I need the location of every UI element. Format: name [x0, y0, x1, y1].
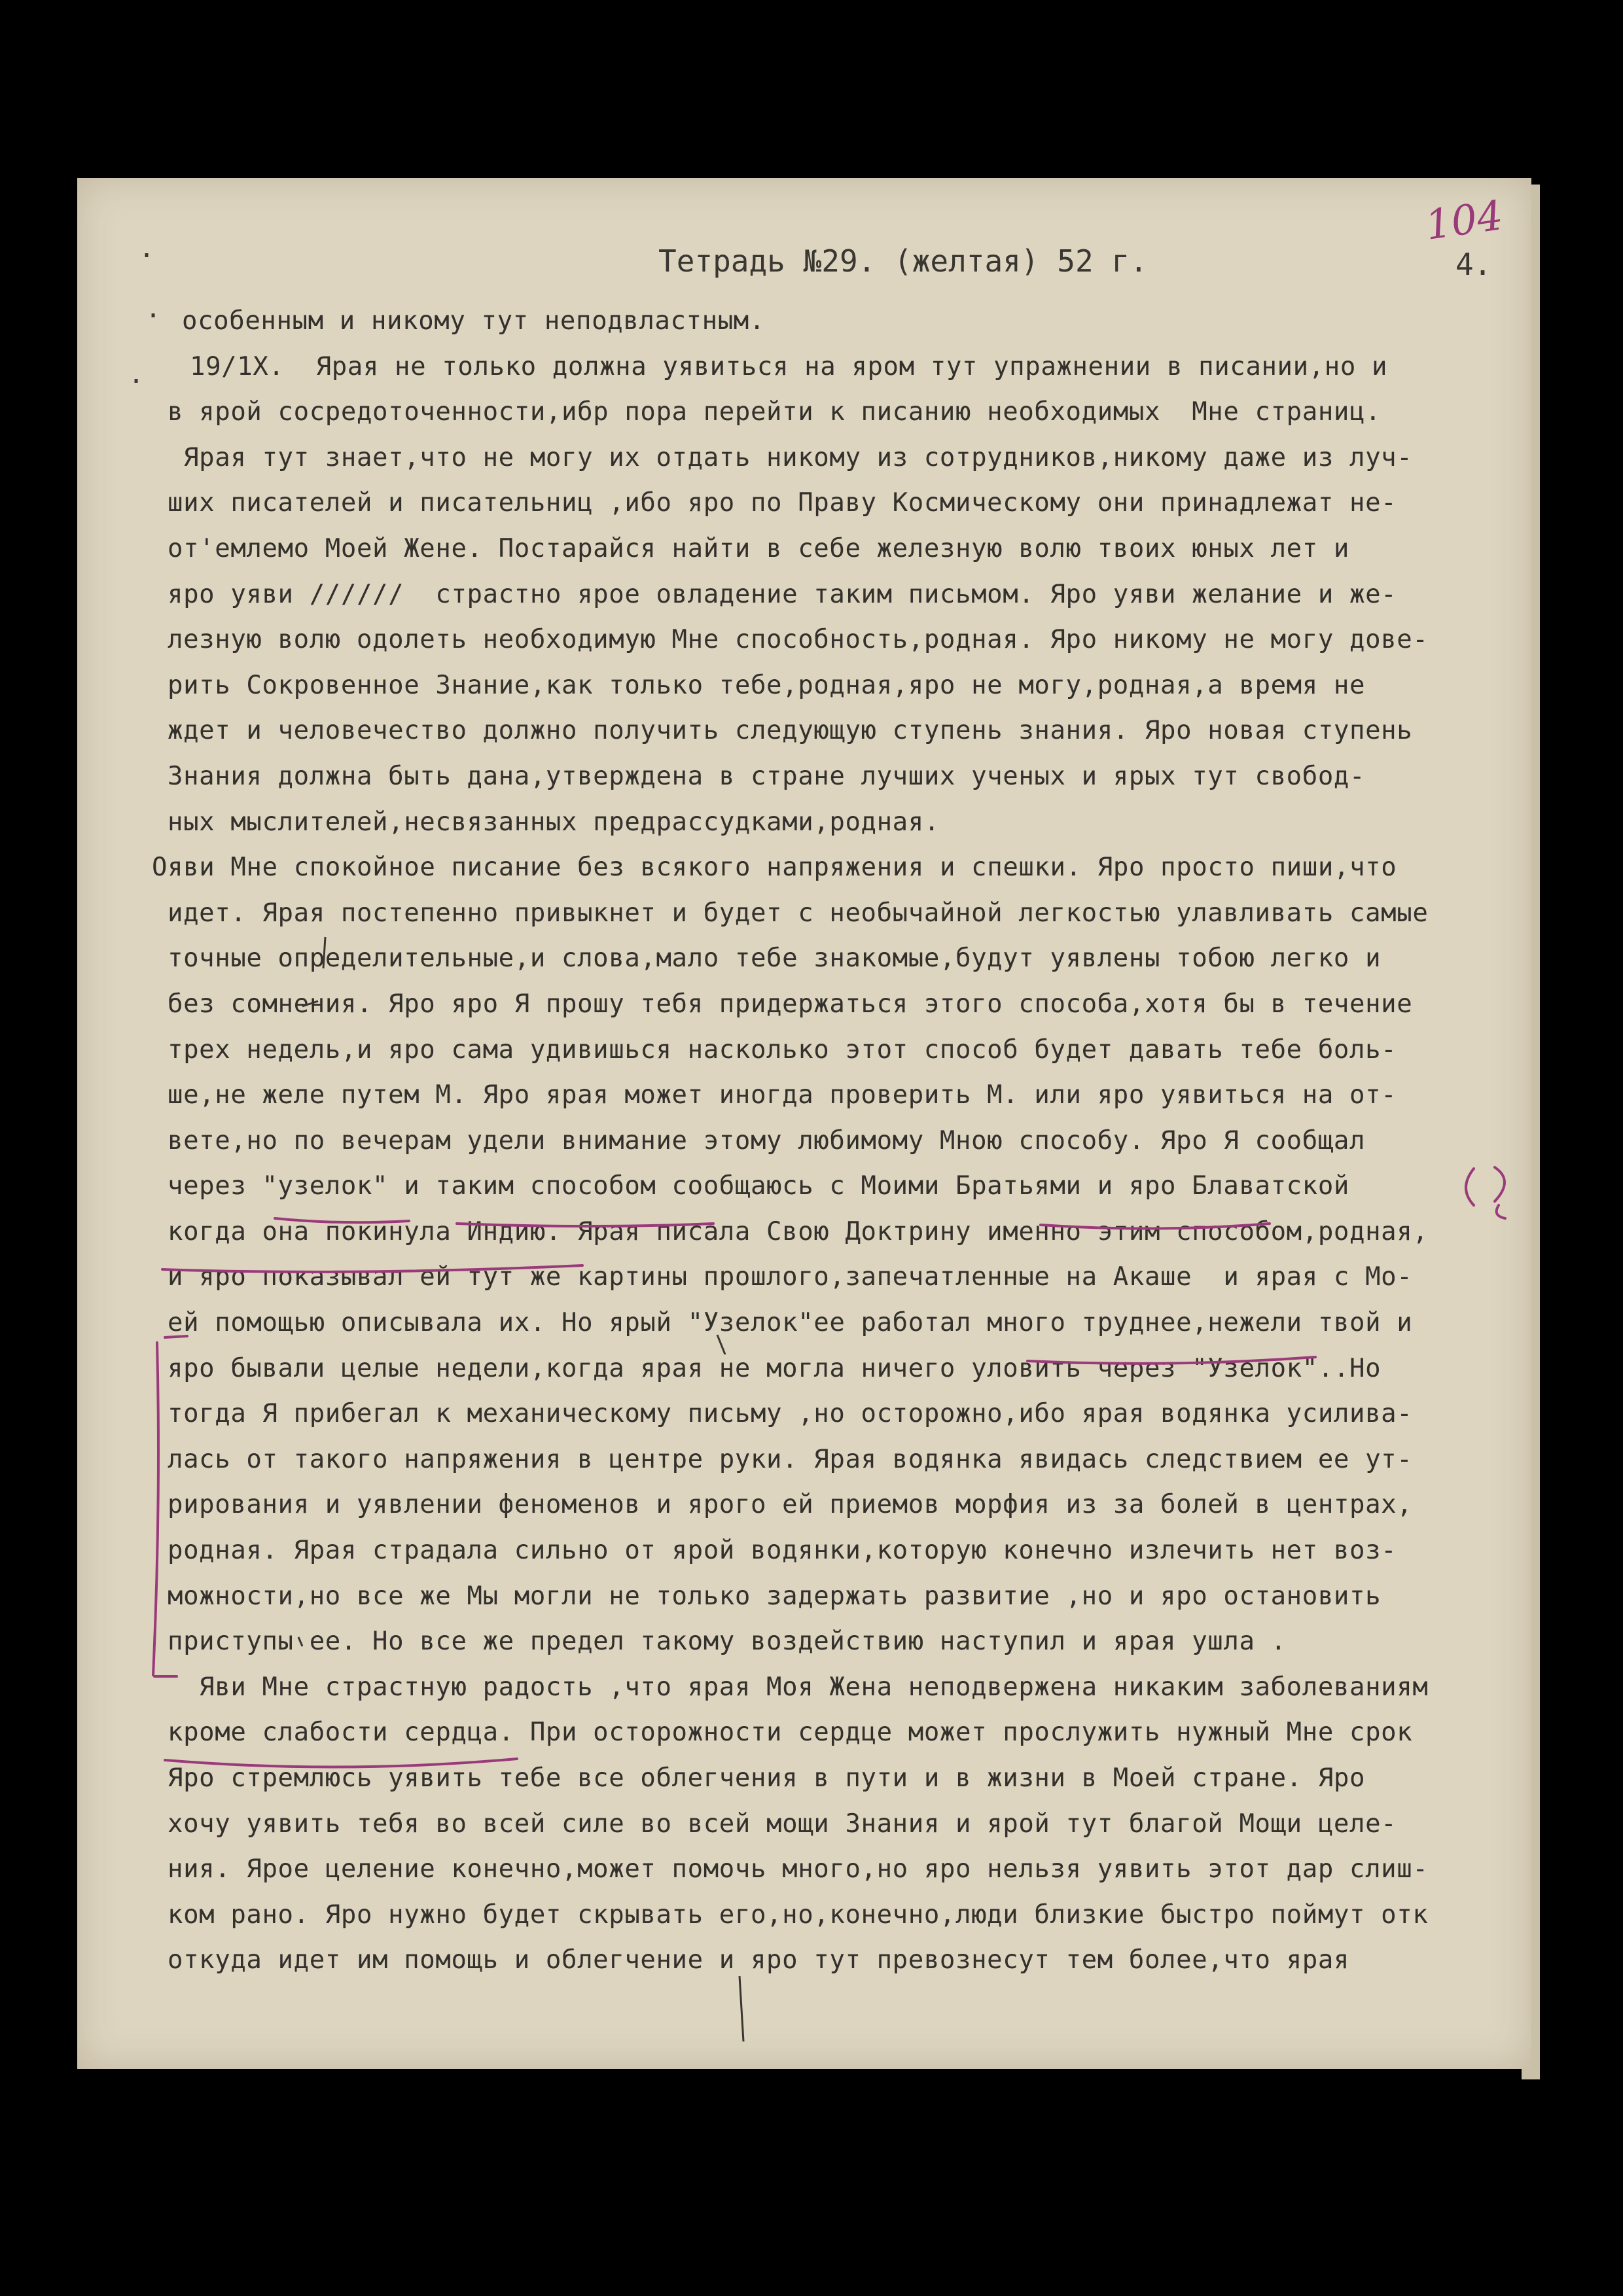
text-line: ше,не желе путем М. Яро ярая может иногда проверить М. или яро уявиться на от-	[168, 1080, 1397, 1110]
margin-mark: ·	[145, 301, 162, 331]
text-line: родная. Ярая страдала сильно от ярой водянки,которую конечно излечить нет воз-	[168, 1536, 1397, 1566]
text-line: приступы ее. Но все же предел такому воздействию наступил и ярая ушла .	[168, 1627, 1287, 1657]
text-line: и яро показывал ей тут же картины прошлого,запечатленные на Акаше и ярая с Мо-	[168, 1262, 1413, 1292]
text-line: лась от такого напряжения в центре руки. Ярая водянка явидась следствием ее ут-	[168, 1444, 1413, 1474]
text-line: Яро стремлюсь уявить тебе все облегчения в пути и в жизни в Моей стране. Яро	[168, 1763, 1366, 1793]
text-line: рирования и уявлении феноменов и ярого ей приемов морфия из за болей в центрах,	[168, 1490, 1413, 1520]
text-line: 19/1Х. Ярая не только должна уявиться на яром тут упражнении в писании,но и	[190, 351, 1388, 381]
handwritten-folio-number: 104	[1422, 191, 1506, 249]
text-line: через "узелок" и таким способом сообщаюсь с Моими Братьями и яро Блаватской	[168, 1171, 1349, 1201]
text-line: Ояви Мне спокойное писание без всякого напряжения и спешки. Яро просто пиши,что	[152, 853, 1397, 883]
margin-mark: ·	[139, 241, 155, 271]
text-line: Ярая тут знает,что не могу их отдать никому из сотрудников,никому даже из луч-	[168, 442, 1413, 472]
text-line: ных мыслителей,несвязанных предрассудками,родная.	[168, 807, 940, 837]
margin-mark: ·	[128, 366, 145, 397]
text-line: от'емлемо Моей Жене. Постарайся найти в себе железную волю твоих юных лет и	[168, 533, 1349, 563]
text-line: тогда Я прибегал к механическому письму ,но осторожно,ибо ярая водянка усилива-	[168, 1399, 1413, 1429]
notebook-title: Тетрадь №29. (желтая) 52 г.	[658, 243, 1148, 279]
text-line: ждет и человечество должно получить следующую ступень знания. Яро новая ступень	[168, 716, 1413, 746]
text-line: Яви Мне страстную радость ,что ярая Моя Жена неподвержена никаким заболеваниям	[168, 1672, 1429, 1702]
text-line: ших писателей и писательниц ,ибо яро по Праву Космическому они принадлежат не-	[168, 488, 1397, 518]
text-line: особенным и никому тут неподвластным.	[182, 306, 765, 336]
text-line: лезную волю одолеть необходимую Мне способность,родная. Яро никому не могу дове-	[168, 625, 1429, 655]
text-line: яро уяви ////// страстно ярое овладение таким письмом. Яро уяви желание и же-	[168, 579, 1397, 609]
text-line: хочу уявить тебя во всей силе во всей мощи Знания и ярой тут благой Мощи целе-	[168, 1809, 1397, 1839]
text-line: когда она покинула Индию. Ярая писала Свою Доктрину именно этим способом,родная,	[168, 1216, 1429, 1246]
text-line: кроме слабости сердца. При осторожности сердце может прослужить нужный Мне срок	[168, 1718, 1413, 1748]
text-line: в ярой сосредоточенности,ибр пора перейти к писанию необходимых Мне страниц.	[168, 397, 1382, 427]
text-line: ком рано. Яро нужно будет скрывать его,но,конечно,люди близкие быстро поймут отк	[168, 1899, 1429, 1930]
text-line: откуда идет им помощь и облегчение и яро тут превознесут тем более,что ярая	[168, 1945, 1349, 1975]
text-line: ния. Ярое целение конечно,может помочь много,но яро нельзя уявить этот дар слиш-	[168, 1854, 1429, 1884]
text-line: трех недель,и яро сама удивишься насколько этот способ будет давать тебе боль-	[168, 1034, 1397, 1065]
text-line: можности,но все же Мы могли не только задержать развитие ,но и яро остановить	[168, 1581, 1382, 1611]
text-line: рить Сокровенное Знание,как только тебе,родная,яро не могу,родная,а время не	[168, 670, 1366, 700]
text-line: без сомнения. Яро яро Я прошу тебя придержаться этого способа,хотя бы в течение	[168, 989, 1413, 1019]
page-number: 4.	[1455, 247, 1492, 282]
text-line: ей помощью описывала их. Но ярый "Узелок"ее работал много труднее,нежели твой и	[168, 1308, 1413, 1338]
text-line: Знания должна быть дана,утверждена в стране лучших ученых и ярых тут свобод-	[168, 761, 1366, 791]
text-line: яро бывали целые недели,когда ярая не могла ничего уловить через "Узелок"..Но	[168, 1353, 1382, 1383]
text-line: идет. Ярая постепенно привыкнет и будет с необычайной легкостью улавливать самые	[168, 898, 1429, 928]
text-line: вете,но по вечерам удели внимание этому любимому Мною способу. Яро Я сообщал	[168, 1125, 1366, 1156]
text-line: точные определительные,и слова,мало тебе знакомые,будут уявлены тобою легко и	[168, 944, 1382, 974]
typed-body-text	[152, 298, 1550, 1983]
